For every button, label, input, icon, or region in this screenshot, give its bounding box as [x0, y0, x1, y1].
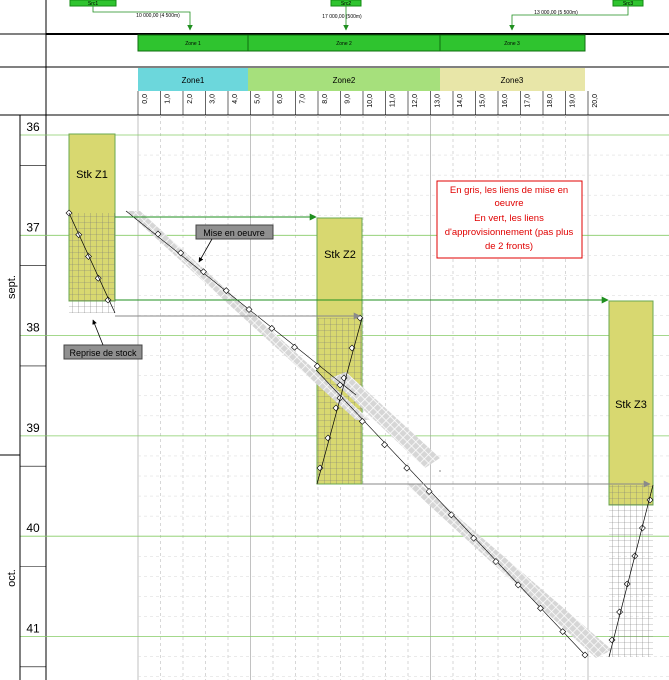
top-bar: [0, 0, 669, 67]
zone3-label: Zone3: [500, 76, 524, 85]
week-label: 40: [26, 521, 40, 536]
tick-label: 11,0: [389, 94, 397, 108]
tick-label: 0,0: [142, 94, 149, 104]
source-3: [512, 0, 643, 30]
source-1-flow: 10 000,00 (4 500m): [136, 13, 180, 19]
tick-label: 18,0: [547, 94, 554, 108]
tick-label: 8,0: [322, 94, 329, 104]
callout-mise-en-oeuvre: [196, 225, 273, 262]
tick-label: 13,0: [434, 94, 442, 108]
tick-label: 5,0: [254, 94, 262, 104]
legend-box: [437, 181, 582, 258]
zone1-label: Zone1: [181, 76, 205, 85]
stock-z2-label: Stk Z2: [324, 249, 356, 261]
source-2: [322, 0, 362, 30]
progress-marker: [382, 442, 388, 448]
time-axis: [0, 115, 46, 680]
month-oct: oct.: [6, 569, 18, 587]
stock-z3-label: Stk Z3: [615, 399, 647, 411]
source-1-label: Src1: [87, 1, 99, 7]
week-label: 37: [26, 220, 40, 235]
week-label: 38: [26, 320, 40, 335]
tick-label: 3,0: [209, 94, 217, 104]
legend-line-5: de 2 fronts): [484, 241, 534, 252]
progress-marker: [292, 344, 298, 350]
legend-line-1: En gris, les liens de mise en: [449, 185, 569, 196]
source-3-label: Src3: [622, 1, 634, 7]
tick-label: 20,0: [592, 94, 599, 108]
tick-label: 1,0: [164, 94, 172, 104]
zone-bar-2-label: Zone 2: [336, 41, 352, 47]
tick-label: 16,0: [502, 94, 509, 108]
mise-band-3: [406, 484, 612, 658]
zone-bar-3-label: Zone 3: [504, 41, 520, 47]
week-label: 41: [26, 621, 40, 636]
week-label: 39: [26, 420, 40, 435]
legend-line-2: oeuvre: [494, 198, 524, 209]
callout-reprise-de-stock: [64, 320, 142, 359]
tick-label: 6,0: [277, 94, 284, 104]
tick-label: 9,0: [344, 94, 352, 104]
week-label: 36: [26, 120, 40, 134]
source-2-label: Src2: [340, 1, 352, 7]
callout-mise-label: Mise en oeuvre: [203, 228, 265, 238]
legend-line-3: En vert, les liens: [474, 213, 544, 224]
tick-label: 12,0: [412, 94, 419, 108]
zone-bar-1-label: Zone 1: [185, 41, 201, 47]
month-sept: sept.: [6, 275, 18, 299]
zone2-label: Zone2: [332, 76, 356, 85]
tick-label: 15,0: [479, 94, 487, 108]
tick-label: 2,0: [187, 94, 194, 104]
callout-reprise-label: Reprise de stock: [69, 348, 137, 358]
legend-line-4: d'approvisionnement (pas plus: [444, 227, 574, 238]
tick-label: 4,0: [232, 94, 239, 104]
stock-z1-label: Stk Z1: [76, 169, 108, 181]
source-1: [70, 0, 190, 30]
tick-label: 17,0: [524, 94, 532, 108]
source-2-flow: 17 000,00 (500m): [322, 14, 362, 20]
progress-marker: [404, 465, 410, 471]
tick-label: 14,0: [457, 94, 464, 108]
tick-label: 19,0: [569, 94, 577, 108]
tick-label: 10,0: [367, 94, 374, 108]
tick-label: 7,0: [299, 94, 307, 104]
source-3-flow: 13 000,00 (5 500m): [534, 10, 578, 16]
